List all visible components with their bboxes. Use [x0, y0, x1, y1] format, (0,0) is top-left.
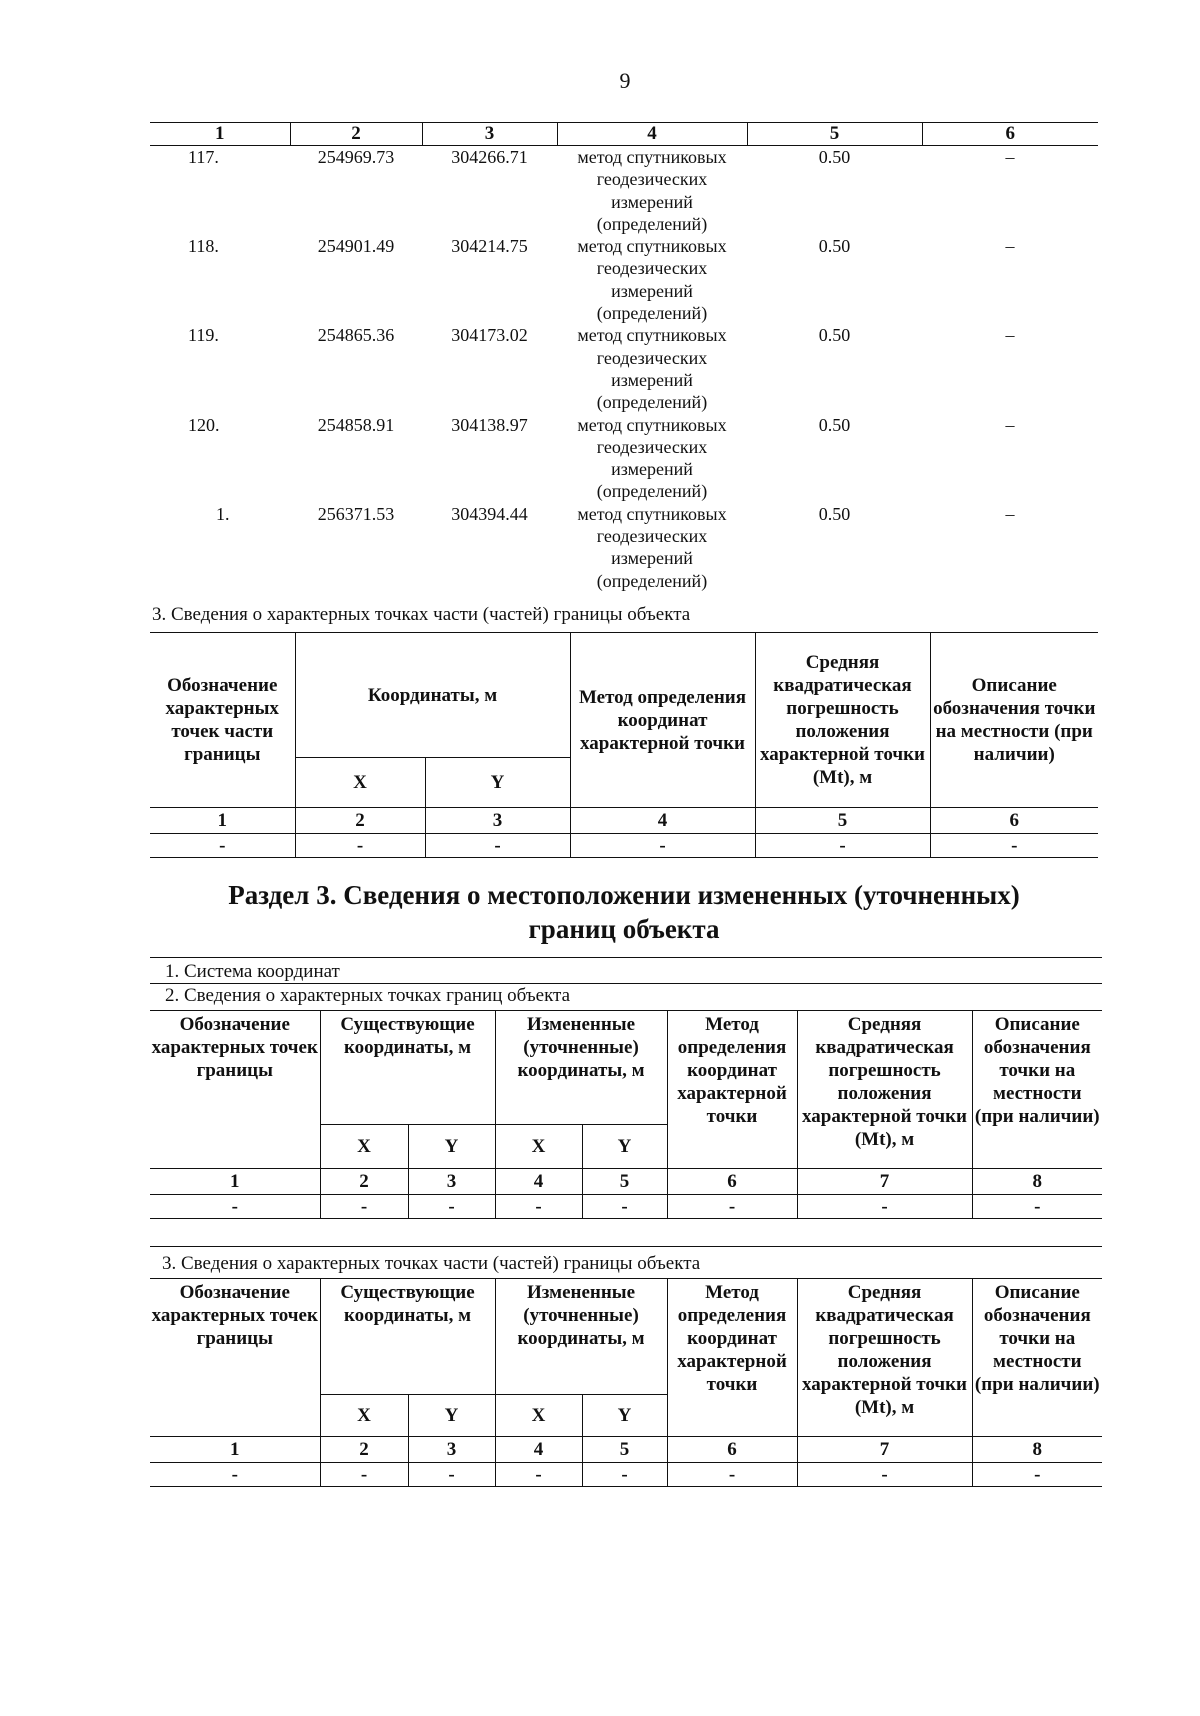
method-line: метод спутниковых [577, 147, 727, 167]
method-line: геодезических [596, 169, 708, 190]
column-number: 3 [408, 1437, 495, 1463]
description: – [1005, 503, 1015, 524]
table-row [150, 235, 1098, 324]
coord-x: 254858.91 [317, 414, 395, 435]
point-number: 1. [216, 503, 230, 524]
header-method: Метод определения координат характерной точки [570, 633, 755, 808]
column-number: 4 [495, 1437, 582, 1463]
method-cell [557, 414, 747, 503]
table-row [150, 1463, 1102, 1487]
header-method: Метод определения координат характерной точки [667, 1011, 797, 1169]
method-cell [557, 324, 747, 413]
header-x: X [295, 758, 425, 808]
table-header-row [150, 123, 1098, 146]
empty-cell: - [425, 834, 570, 858]
empty-cell: - [667, 1195, 797, 1219]
coord-y: 304214.75 [451, 236, 528, 257]
column-numbers-row [150, 1169, 1102, 1195]
header-x: X [495, 1125, 582, 1169]
header-description: Описание обозначения точки на местности (при наличии) [972, 1279, 1102, 1437]
mt-value: 0.50 [818, 147, 851, 167]
column-number: 8 [972, 1437, 1102, 1463]
column-number: 2 [295, 808, 425, 834]
caption-parts-points: 3. Сведения о характерных точках части (частей) границы объекта [152, 604, 691, 625]
column-number: 5 [582, 1437, 667, 1463]
mt-value: 0.50 [818, 236, 851, 257]
point-number: 117. [188, 147, 219, 167]
table-header-row [150, 1011, 1102, 1125]
header-x: X [320, 1395, 408, 1437]
description: – [1005, 325, 1015, 346]
method-line: (определений) [596, 213, 708, 234]
column-number: 6 [922, 123, 1098, 146]
empty-cell: - [408, 1195, 495, 1219]
table-row [150, 324, 1098, 413]
column-numbers-row [150, 808, 1098, 834]
description: – [1005, 147, 1015, 167]
header-x: X [320, 1125, 408, 1169]
method-line: (определений) [596, 481, 708, 502]
method-cell [557, 235, 747, 324]
column-number: 2 [320, 1169, 408, 1195]
empty-cell: - [495, 1463, 582, 1487]
column-number: 3 [422, 123, 557, 146]
coord-x: 254865.36 [317, 325, 395, 346]
description: – [1005, 414, 1015, 435]
empty-cell: - [320, 1463, 408, 1487]
empty-cell: - [797, 1195, 972, 1219]
column-number: 6 [667, 1437, 797, 1463]
mt-value: 0.50 [818, 414, 851, 435]
header-y: Y [408, 1395, 495, 1437]
method-line: геодезических [596, 258, 708, 279]
header-coordinates: Координаты, м [295, 633, 570, 758]
column-number: 1 [150, 1437, 320, 1463]
header-mt: Средняя квадратическая погрешность положения характерной точки (Mt), м [797, 1011, 972, 1169]
header-existing-coordinates: Существующие координаты, м [320, 1011, 495, 1125]
column-number: 4 [495, 1169, 582, 1195]
empty-cell: - [408, 1463, 495, 1487]
header-description: Описание обозначения точки на местности (при наличии) [972, 1011, 1102, 1169]
empty-cell: - [797, 1463, 972, 1487]
section-title [150, 878, 1098, 946]
coord-x: 254901.49 [317, 236, 395, 257]
table-row [150, 414, 1098, 503]
coord-y: 304266.71 [451, 147, 528, 167]
column-number: 6 [930, 808, 1098, 834]
header-mt: Средняя квадратическая погрешность положения характерной точки (Mt), м [755, 633, 930, 808]
coord-x: 256371.53 [317, 503, 395, 524]
method-line: (определений) [596, 303, 708, 324]
method-cell [557, 503, 747, 592]
coord-x: 254969.73 [317, 147, 395, 167]
column-number: 5 [747, 123, 922, 146]
method-line: измерений [611, 548, 693, 569]
column-numbers-row [150, 1437, 1102, 1463]
column-number: 6 [667, 1169, 797, 1195]
coord-y: 304173.02 [451, 325, 528, 346]
coord-y: 304394.44 [451, 503, 528, 524]
header-designation: Обозначение характерных точек границы [150, 1279, 320, 1437]
column-number: 4 [570, 808, 755, 834]
header-y: Y [408, 1125, 495, 1169]
header-y: Y [425, 758, 570, 808]
section-title-line: Раздел 3. Сведения о местоположении измененных (уточненных) [228, 880, 1020, 910]
column-number: 3 [425, 808, 570, 834]
point-number: 120. [188, 414, 220, 435]
empty-cell: - [150, 1195, 320, 1219]
method-cell [557, 146, 747, 236]
caption-parts-points: 3. Сведения о характерных точках части (частей) границы объекта [162, 1253, 701, 1274]
empty-cell: - [295, 834, 425, 858]
method-line: измерений [611, 459, 693, 480]
method-line: метод спутниковых [577, 414, 727, 435]
empty-cell: - [930, 834, 1098, 858]
description: – [1005, 236, 1015, 257]
method-line: измерений [611, 191, 693, 212]
section-title-line: границ объекта [528, 914, 720, 944]
method-line: измерений [611, 280, 693, 301]
coord-y: 304138.97 [451, 414, 528, 435]
column-number: 2 [320, 1437, 408, 1463]
empty-cell: - [972, 1195, 1102, 1219]
method-line: метод спутниковых [577, 325, 727, 346]
column-number: 4 [557, 123, 747, 146]
empty-cell: - [582, 1195, 667, 1219]
column-number: 8 [972, 1169, 1102, 1195]
empty-cell: - [972, 1463, 1102, 1487]
coord-system-label: 1. Система координат [165, 961, 340, 982]
mt-value: 0.50 [818, 325, 851, 346]
method-line: метод спутниковых [577, 503, 727, 524]
changed-parts-points-table [150, 1278, 1102, 1487]
column-number: 1 [150, 808, 295, 834]
table-row [150, 503, 1098, 592]
divider-line [150, 1246, 1102, 1247]
empty-cell: - [570, 834, 755, 858]
column-number: 7 [797, 1437, 972, 1463]
mt-value: 0.50 [818, 503, 851, 524]
header-method: Метод определения координат характерной точки [667, 1279, 797, 1437]
method-line: (определений) [596, 392, 708, 413]
empty-cell: - [320, 1195, 408, 1219]
method-line: метод спутниковых [577, 236, 727, 257]
parts-points-table [150, 632, 1098, 858]
empty-cell: - [667, 1463, 797, 1487]
method-line: геодезических [596, 347, 708, 368]
empty-cell: - [495, 1195, 582, 1219]
column-number: 2 [290, 123, 422, 146]
header-designation: Обозначение характерных точек границы [150, 1011, 320, 1169]
empty-cell: - [755, 834, 930, 858]
divider-line [150, 957, 1102, 958]
header-mt: Средняя квадратическая погрешность положения характерной точки (Mt), м [797, 1279, 972, 1437]
empty-cell: - [150, 834, 295, 858]
divider-line [150, 983, 1102, 984]
caption-boundary-points: 2. Сведения о характерных точках границ объекта [165, 985, 571, 1006]
table-header-row [150, 633, 1098, 758]
point-number: 118. [188, 236, 219, 257]
method-line: измерений [611, 369, 693, 390]
coordinates-table-continued [150, 122, 1098, 592]
column-number: 7 [797, 1169, 972, 1195]
column-number: 3 [408, 1169, 495, 1195]
page-number: 9 [619, 68, 631, 93]
header-changed-coordinates: Измененные (уточненные) координаты, м [495, 1011, 667, 1125]
empty-cell: - [582, 1463, 667, 1487]
method-line: геодезических [596, 436, 708, 457]
method-line: (определений) [596, 570, 708, 591]
column-number: 5 [755, 808, 930, 834]
header-x: X [495, 1395, 582, 1437]
empty-cell: - [150, 1463, 320, 1487]
table-row [150, 146, 1098, 236]
method-line: геодезических [596, 526, 708, 547]
header-existing-coordinates: Существующие координаты, м [320, 1279, 495, 1395]
header-designation: Обозначение характерных точек части границы [150, 633, 295, 808]
header-changed-coordinates: Измененные (уточненные) координаты, м [495, 1279, 667, 1395]
header-y: Y [582, 1125, 667, 1169]
point-number: 119. [188, 325, 219, 346]
column-number: 5 [582, 1169, 667, 1195]
table-header-row [150, 1279, 1102, 1395]
changed-boundary-points-table [150, 1010, 1102, 1219]
header-y: Y [582, 1395, 667, 1437]
table-row [150, 1195, 1102, 1219]
column-number: 1 [150, 123, 290, 146]
header-description: Описание обозначения точки на местности (при наличии) [930, 633, 1098, 808]
table-row [150, 834, 1098, 858]
column-number: 1 [150, 1169, 320, 1195]
